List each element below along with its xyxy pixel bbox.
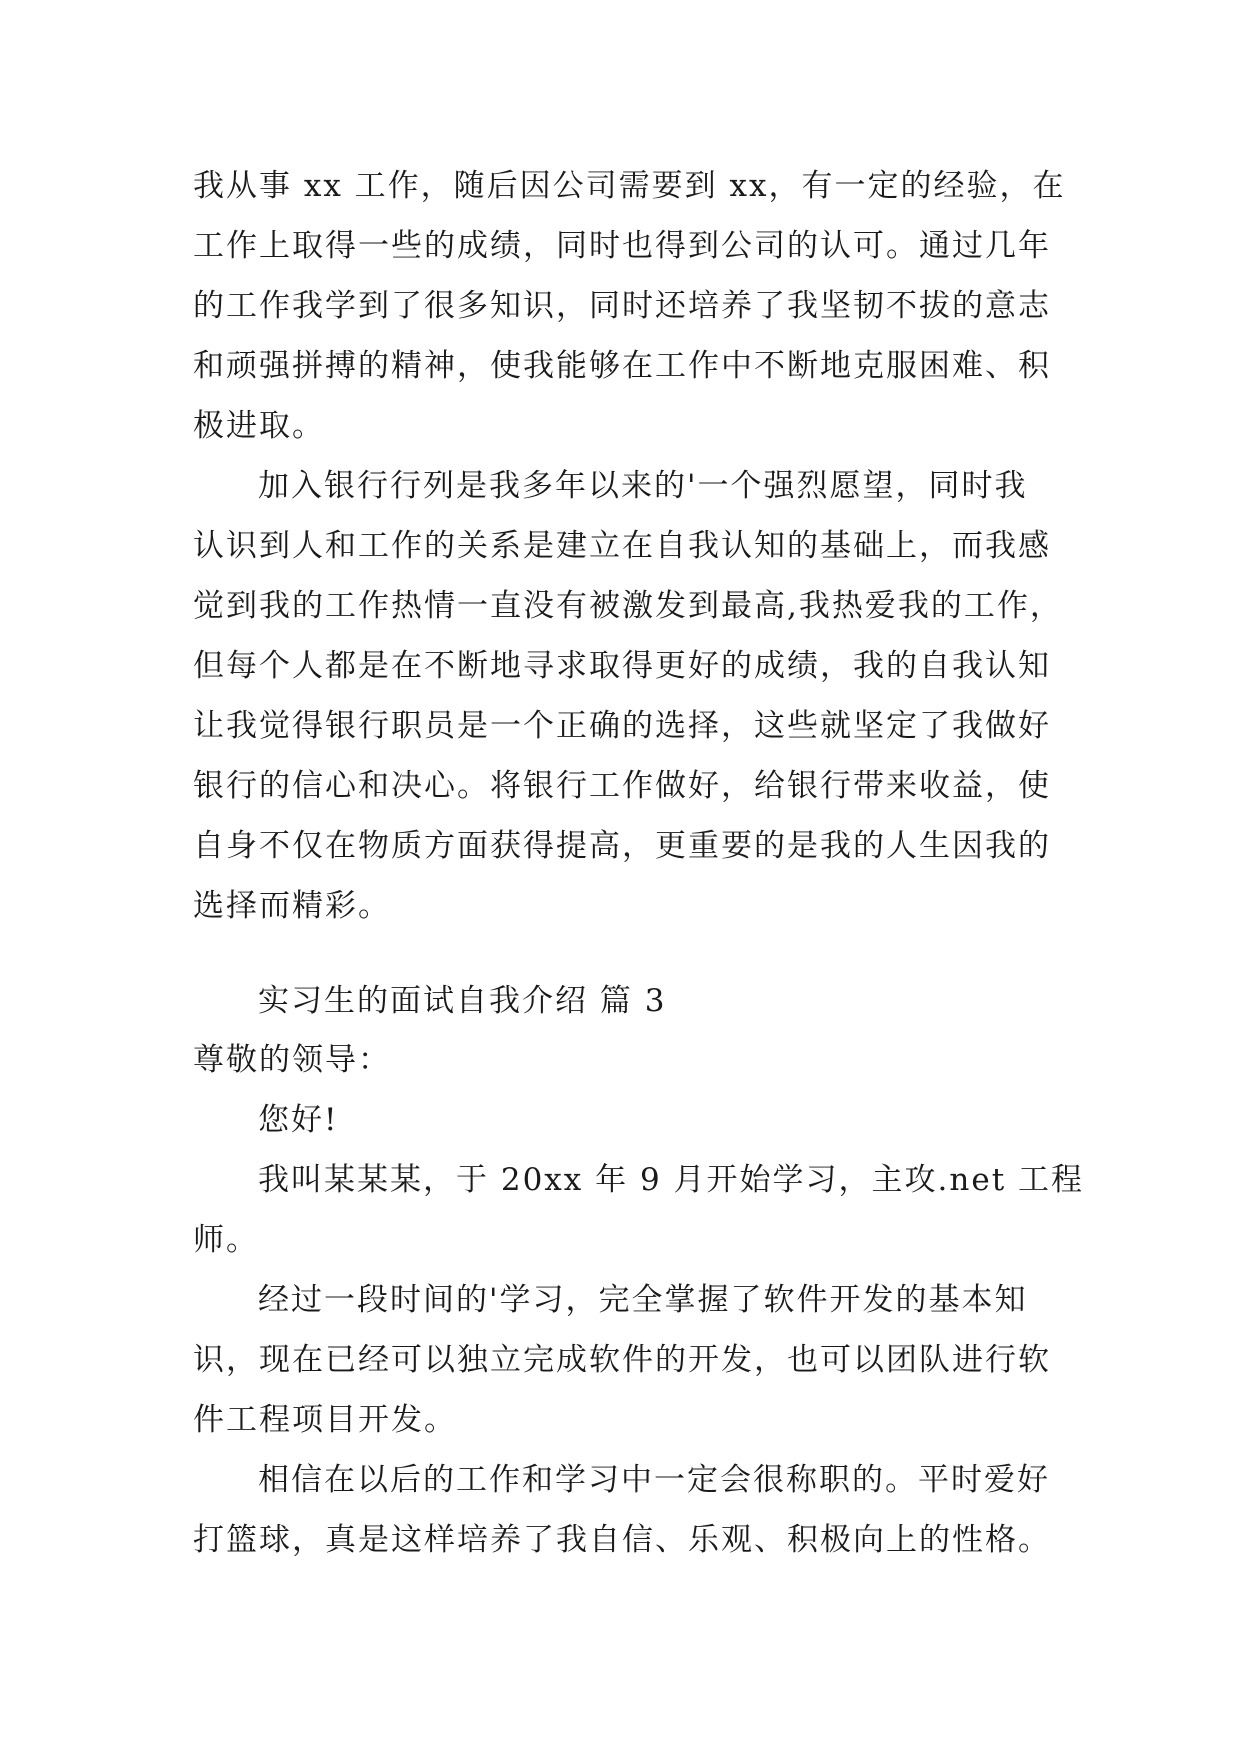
text-line: 识，现在已经可以独立完成软件的开发，也可以团队进行软 bbox=[193, 1342, 1051, 1378]
text-line: 和顽强拼搏的精神，使我能够在工作中不断地克服困难、积 bbox=[193, 348, 1051, 384]
text-line: 加入银行行列是我多年以来的'一个强烈愿望，同时我 bbox=[258, 468, 1028, 504]
text-line: 认识到人和工作的关系是建立在自我认知的基础上，而我感 bbox=[193, 528, 1051, 564]
text-line: 银行的信心和决心。将银行工作做好，给银行带来收益，使 bbox=[193, 768, 1051, 804]
text-line: 我从事 xx 工作，随后因公司需要到 xx，有一定的经验，在 bbox=[193, 168, 1066, 204]
text-line: 选择而精彩。 bbox=[193, 888, 391, 924]
text-line: 让我觉得银行职员是一个正确的选择，这些就坚定了我做好 bbox=[193, 708, 1051, 744]
text-line: 但每个人都是在不断地寻求取得更好的成绩，我的自我认知 bbox=[193, 648, 1051, 684]
text-line: 觉到我的工作热情一直没有被激发到最高,我热爱我的工作， bbox=[193, 588, 1063, 624]
text-line: 件工程项目开发。 bbox=[193, 1402, 457, 1438]
salutation: 尊敬的领导： bbox=[193, 1042, 391, 1078]
greeting: 您好! bbox=[258, 1102, 339, 1138]
text-line: 师。 bbox=[193, 1222, 259, 1258]
text-line: 的工作我学到了很多知识，同时还培养了我坚韧不拔的意志 bbox=[193, 288, 1051, 324]
text-line: 自身不仅在物质方面获得提高，更重要的是我的人生因我的 bbox=[193, 828, 1051, 864]
text-line: 我叫某某某，于 20xx 年 9 月开始学习，主攻.net 工程 bbox=[258, 1162, 1085, 1198]
text-line: 极进取。 bbox=[193, 408, 325, 444]
text-line: 打篮球，真是这样培养了我自信、乐观、积极向上的性格。 bbox=[193, 1522, 1051, 1558]
text-line: 工作上取得一些的成绩，同时也得到公司的认可。通过几年 bbox=[193, 228, 1051, 264]
text-line: 经过一段时间的'学习，完全掌握了软件开发的基本知 bbox=[258, 1282, 1028, 1318]
text-line: 相信在以后的工作和学习中一定会很称职的。平时爱好 bbox=[258, 1462, 1050, 1498]
section-heading: 实习生的面试自我介绍 篇 3 bbox=[258, 983, 667, 1019]
